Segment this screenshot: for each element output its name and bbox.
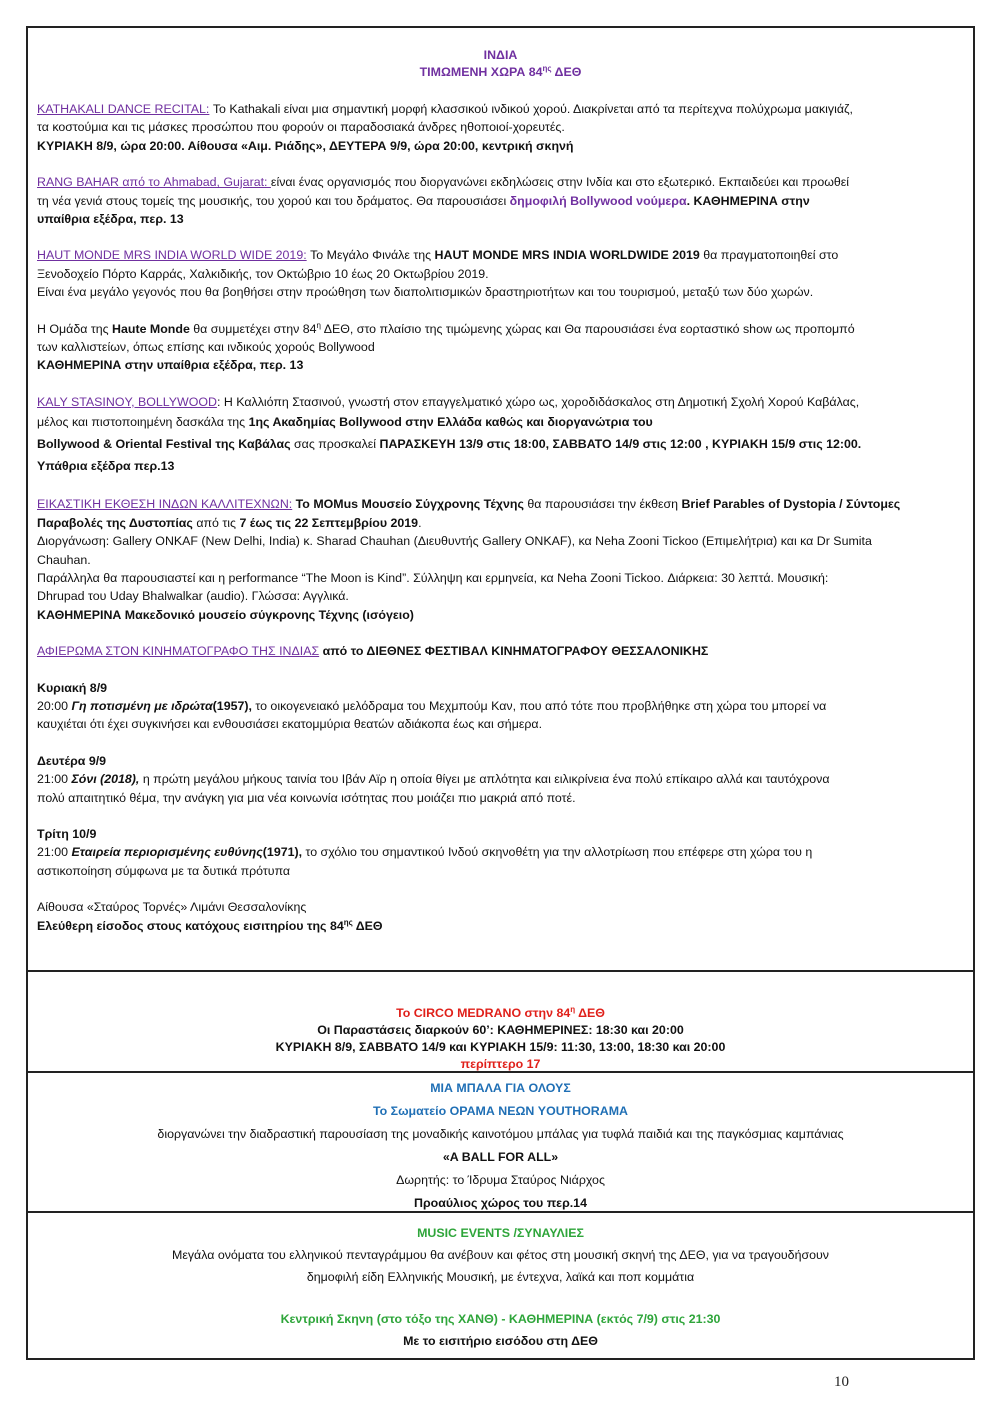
music-events-section: MUSIC EVENTS /ΣΥΝΑΥΛΙΕΣ Μεγάλα ονόματα του ελληνικού πενταγράμμου θα ανέβουν και φέτος στη μουσική σκηνή της ΔΕΘ, για να τραγουδήσουν δημοφιλή είδη Ελληνικής Μουσική, με έντεχνα, λαϊκά και ποπ κομμάτια Κεντρική Σκηνη (στο τόξο της ΧΑΝΘ) - ΚΑΘΗΜΕΡΙΝΑ (εκτός 7/9) στις 21:30 Με το εισιτήριο εισόδου στη ΔΕΘ: [28, 1213, 973, 1360]
rang-bahar-entry: RANG BAHAR από το Ahmabad, Gujarat: είναι ένας οργανισμός που διοργανώνει εκδηλώσεις στην Ινδία και στο εξωτερικό. Εκπαιδεύει και προωθεί τη νέα γενιά στους τομείς της μουσικής, του χορού και του δράματος. Θα παρουσιάσει δημοφιλή Bollywood νούμερα. ΚΑΘΗΜΕΡΙΝΑ στην υπαίθρια εξέδρα, περ. 13: [37, 175, 850, 227]
kathakali-heading: KATHAKALI DANCE RECITAL:: [37, 102, 210, 116]
kaly-stasinoy-entry: KALY STASINOY, BOLLYWOOD: Η Καλλιόπη Στασινού, γνωστή στον επαγγελματικό χώρο ως, χοροδιδάσκαλος στη Δημοτική Σχολή Χορού Καβάλας, μέλος και πιστοποιημένη δασκάλα της 1ης Ακαδημίας Bollywood στην Ελλάδα καθώς και διοργανώτρια του Bollywood & Oriental Festival της Καβάλας σας προσκαλεί ΠΑΡΑΣΚΕΥΗ 13/9 στις 18:00, ΣΑΒΒΑΤΟ 14/9 στις 12:00 , ΚΥΡΙΑΚΗ 15/9 στις 12:00. Υπάθρια εξέδρα περ.13: [37, 394, 862, 474]
music-title: MUSIC EVENTS /ΣΥΝΑΥΛΙΕΣ: [417, 1226, 584, 1240]
screening-day: Δευτέρα 9/9: [37, 753, 107, 768]
screening-day: Κυριακή 8/9: [37, 680, 108, 695]
india-subtitle: ΤΙΜΩΜΕΝΗ ΧΩΡΑ $84^{\eta\varsigma}$ ΔΕΘ: [419, 63, 582, 79]
cinema-tribute-heading: ΑΦΙΕΡΩΜΑ ΣΤΟΝ ΚΙΝΗΜΑΤΟΓΡΑΦΟ ΤΗΣ ΙΝΔΙΑΣ: [37, 644, 320, 659]
kathakali-entry: KATHAKALI DANCE RECITAL: Το Kathakali είναι μια σημαντική μορφή κλασσικού ινδικού χορού. Διακρίνεται από τα περίτεχνα πολύχρωμα μακιγιάζ, τα κοστούμια και τις μάσκες προσώπου που φορούν οι παραδοσιακά άνδρες ηθοποιοί-χορευτές. ΚΥΡΙΑΚΗ 8/9, ώρα 20:00. Αίθουσα «Αιμ. Ριάδης», ΔΕΥΤΕΡΑ 9/9, ώρα 20:00, κεντρική σκηνή: [37, 102, 853, 153]
venue-text: Αίθουσα «Σταύρος Τορνές» Λιμάνι Θεσσαλονίκης: [37, 900, 307, 915]
cinema-tribute-entry: ΑΦΙΕΡΩΜΑ ΣΤΟΝ ΚΙΝΗΜΑΤΟΓΡΑΦΟ ΤΗΣ ΙΝΔΙΑΣ από το ΔΙΕΘΝΕΣ ΦΕΣΤΙΒΑΛ ΚΙΝΗΜΑΤΟΓΡΑΦΟΥ ΘΕΣΣΑΛΟΝΙΚΗΣ Κυριακή 8/9 20:00 Γη ποτισμένη με ιδρώτα(1957), το οικογενειακό μελόδραμα του Μεχμπούμ Καν, που από τότε που προβλήθηκε στη χώρα του μπορεί να καυχιέται ότι έχει συγκινήσει και ενθουσιάσει εκατομμύρια θεατών αδιάκοπα έως και σήμερα. Δευτέρα 9/9 21:00 Σόνι (2018), η πρώτη μεγάλου μήκους ταινία του Ιβάν Αϊρ η οποία θίγει με απλότητα και ειλικρίνεια ένα πολύ επίκαιρο αλλά και ταυτόχρονα πολύ απαιτητικό θέμα, την ανάγκη για μια νέα κοινωνία ισότητας που μοιάζει πιο μακριά από ποτέ. Τρίτη 10/9 21:00 Εταιρεία περιορισμένης ευθύνης(1971), το σχόλιο του σημαντικού Ινδού σκηνοθέτη για την αλλοτρίωση που επέφερε στη χώρα του η αστικοποίηση σύμφωνα με τα δυτικά πρότυπα Αίθουσα «Σταύρος Τορνές» Λιμάνι Θεσσαλονίκης Ελεύθερη είσοδος στους κατόχους εισιτηρίου της $84^{\eta\varsigma}$ ΔΕΘ: [37, 642, 964, 935]
section-divider: [28, 970, 973, 972]
circo-title: Το CIRCO MEDRANO στην $84^\eta$ ΔΕΘ: [396, 1004, 605, 1020]
free-entry-text: Ελεύθερη είσοδος στους κατόχους εισιτηρίου της $84^{\eta\varsigma}$ ΔΕΘ: [37, 917, 383, 933]
haut-monde-entry: HAUT MONDE MRS INDIA WORLD WIDE 2019: Το Μεγάλο Φινάλε της HAUT MONDE MRS INDIA WORLDWIDE 2019 θα πραγματοποιηθεί στο Ξενοδοχείο Πόρτο Καρράς, Χαλκιδικής, τον Οκτώβριο 10 έως 20 Οκτωβρίου 2019. Είναι ένα μεγάλο γεγονός που θα βοηθήσει στην προώθηση των διαπολιτισμικών δραστηριοτήτων και του τουρισμού, μεταξύ των δύο χωρών. Η Ομάδα της Haute Monde θα συμμετέχει στην $84^\eta$ ΔΕΘ, στο πλαίσιο της τιμώμενης χώρας και Θα παρουσιάσει ένα εορταστικό show ως προπομπό των καλλιστείων, όπως επίσης και ινδικούς χορούς Bollywood ΚΑΘΗΜΕΡΙΝΑ στην υπαίθρια εξέδρα, περ. 13: [37, 248, 855, 373]
india-section: [28, 28, 973, 970]
india-title: ΙΝΔΙΑ: [483, 48, 518, 62]
page-number: 10: [834, 1374, 849, 1390]
ball-title: ΜΙΑ ΜΠΑΛΑ ΓΙΑ ΟΛΟΥΣ: [430, 1081, 571, 1095]
screening-day: Τρίτη 10/9: [37, 826, 97, 841]
circo-medrano-section: Το CIRCO MEDRANO στην $84^\eta$ ΔΕΘ Οι Παραστάσεις διαρκούν 60’: ΚΑΘΗΜΕΡΙΝΕΣ: 18:30 και 20:00 ΚΥΡΙΑΚΗ 8/9, ΣΑΒΒΑΤΟ 14/9 και ΚΥΡΙΑΚΗ 15/9: 11:30, 13:00, 18:30 και 20:00 περίπτερο 17: [28, 986, 973, 1071]
haut-monde-heading: HAUT MONDE MRS INDIA WORLD WIDE 2019:: [37, 248, 307, 263]
art-exhibition-entry: ΕΙΚΑΣΤΙΚΗ ΕΚΘΕΣΗ ΙΝΔΩΝ ΚΑΛΛΙΤΕΧΝΩΝ: Το MOMus Μουσείο Σύγχρονης Τέχνης θα παρουσιάσει την έκθεση Brief Parables of Dystopia / Σύντομες Παραβολές της Δυστοπίας από τις 7 έως τις 22 Σεπτεμβρίου 2019. Διοργάνωση: Gallery ONKAF (New Delhi, India) κ. Sharad Chauhan (Διευθυντής Gallery ONKAF), κα Neha Zooni Tickoo (Επιμελήτρια) και κα Dr Sumita Chauhan. Παράλληλα θα παρουσιαστεί και η performance “The Moon is Kind”. Σύλληψη και ερμηνεία, κα Neha Zooni Tickoo. Διάρκεια: 30 λεπτά. Μουσική: Dhrupad του Uday Bhalwalkar (audio). Γλώσσα: Αγγλικά. ΚΑΘΗΜΕΡΙΝΑ Μακεδονικό μουσείο σύγκρονης Τέχνης (ισόγειο): [37, 497, 901, 622]
rang-bahar-heading: RANG BAHAR από το Ahmabad, Gujarat:: [37, 175, 271, 190]
art-exhibition-heading: ΕΙΚΑΣΤΙΚΗ ΕΚΘΕΣΗ ΙΝΔΩΝ ΚΑΛΛΙΤΕΧΝΩΝ:: [37, 497, 293, 512]
kaly-stasinoy-heading: KALY STASINOY, BOLLYWOOD: [37, 394, 217, 409]
page-frame: [26, 26, 975, 1360]
ball-for-all-section: ΜΙΑ ΜΠΑΛΑ ΓΙΑ ΟΛΟΥΣ Το Σωματείο ΟΡΑΜΑ ΝΕΩΝ YOUTHORAMA διοργανώνει την διαδραστική παρουσίαση της μοναδικής καινοτόμου μπάλας για τυφλά παιδιά και της παγκόσμιας καμπάνιας «A BALL FOR ALL» Δωρητής: το Ίδρυμα Σταύρος Νιάρχος Προαύλιος χώρος του περ.14: [28, 1073, 973, 1211]
